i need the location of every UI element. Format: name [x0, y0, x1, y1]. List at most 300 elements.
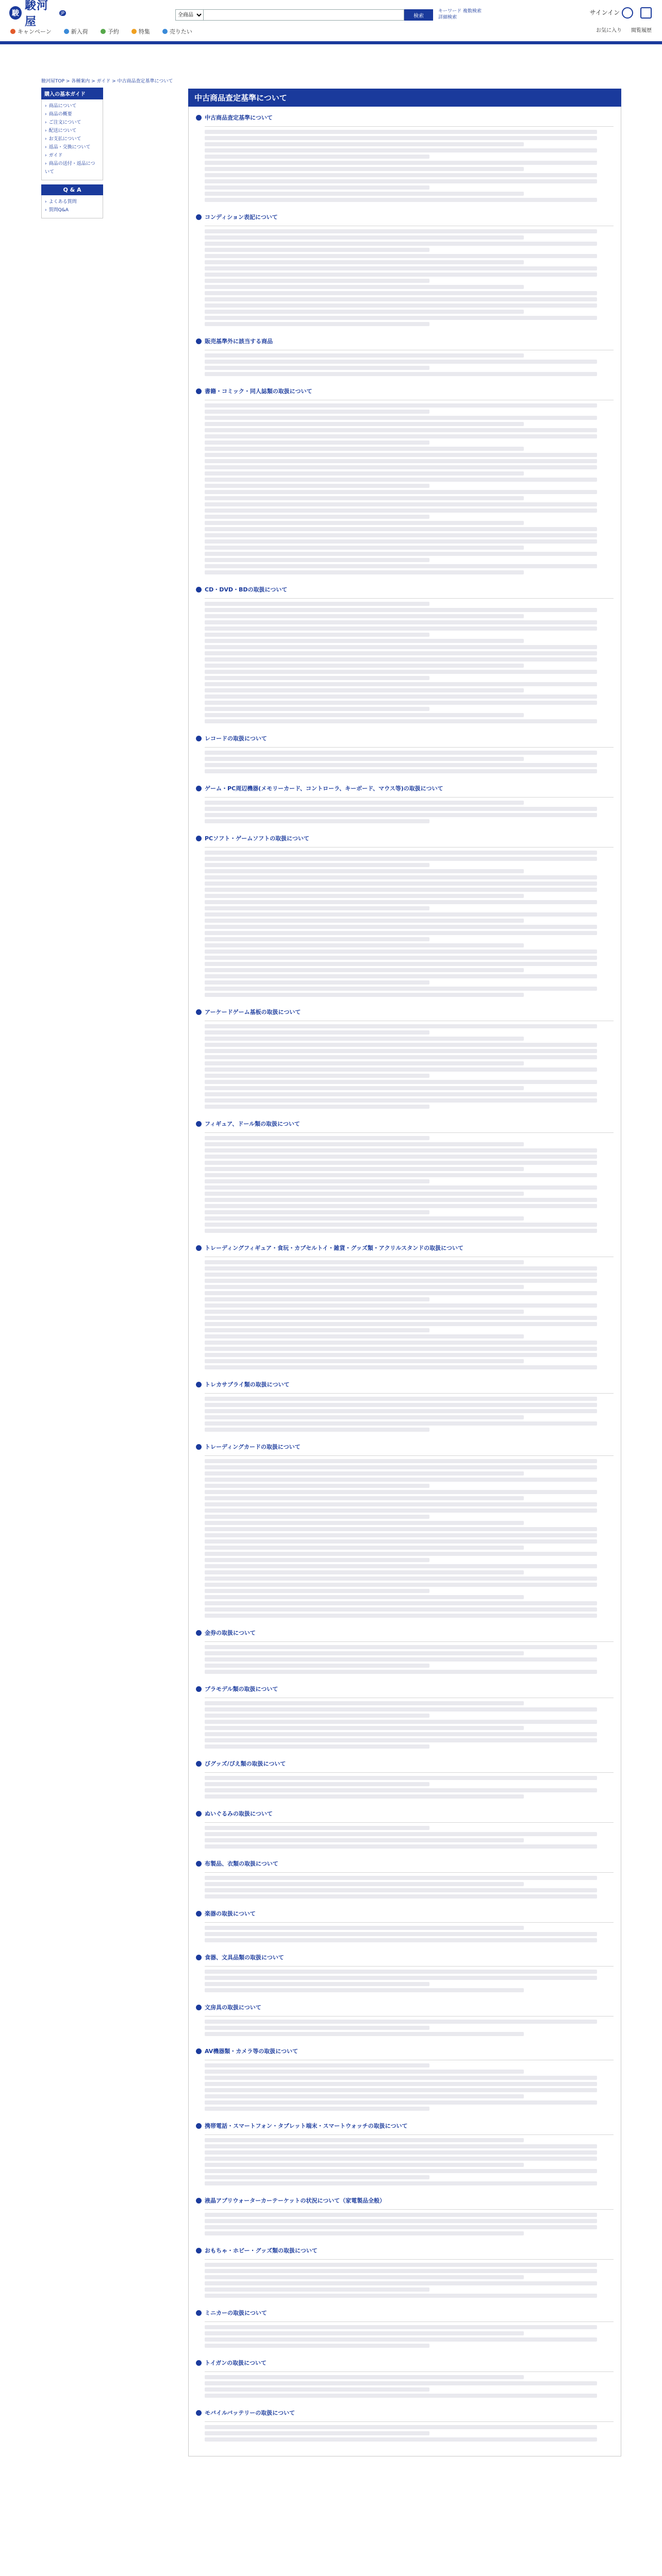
section-title-label: レコードの取扱について: [205, 735, 267, 742]
text-line: [205, 1502, 597, 1506]
text-line: [205, 416, 597, 420]
text-line: [205, 763, 597, 767]
text-line: [205, 273, 597, 277]
section-divider: [205, 1822, 614, 1823]
section-divider: [205, 1872, 614, 1873]
text-line: [205, 1067, 597, 1072]
text-line: [205, 372, 597, 376]
text-line: [205, 198, 597, 202]
section-title: [196, 2120, 614, 2131]
section-body: [196, 1397, 614, 1432]
text-line: [205, 1074, 429, 1078]
section-title-label: 携帯電話・スマートフォン・タブレット端末・スマートウォッチの取扱について: [205, 2123, 408, 2129]
section-title-label: アーケードゲーム基板の取扱について: [205, 1009, 301, 1015]
text-line: [205, 1161, 597, 1165]
content-section: [196, 1379, 614, 1432]
text-line: [205, 254, 597, 258]
content-section: [196, 1758, 614, 1799]
section-body: [196, 1776, 614, 1799]
nav-label: キャンペーン: [18, 28, 52, 35]
nav-label: 新入荷: [71, 28, 88, 35]
text-line: [205, 1465, 597, 1469]
text-line: [205, 1266, 597, 1270]
sidebar-item[interactable]: › ご注文について: [45, 118, 100, 127]
text-line: [205, 614, 524, 618]
feature-icon: [131, 29, 137, 34]
text-line: [205, 1794, 524, 1799]
section-title-label: プラモデル類の取扱について: [205, 1686, 278, 1692]
text-line: [205, 1030, 429, 1035]
section-divider: [205, 1966, 614, 1967]
text-line: [205, 2281, 597, 2285]
content-section: [196, 335, 614, 376]
section-title: [196, 1006, 614, 1018]
text-line: [205, 962, 597, 966]
section-body: [196, 353, 614, 376]
text-line: [205, 1882, 524, 1886]
text-line: [205, 1049, 597, 1053]
sidebar-item[interactable]: › 返品・交換について: [45, 143, 100, 151]
text-line: [205, 533, 597, 537]
section-body: [196, 2375, 614, 2398]
text-line: [205, 931, 597, 935]
section-divider: [205, 2259, 614, 2260]
text-line: [205, 620, 597, 624]
section-title-label: 金券の取扱について: [205, 1630, 256, 1636]
text-line: [205, 1601, 597, 1605]
text-line: [205, 1838, 524, 1842]
text-line: [205, 1527, 597, 1531]
main-content: [188, 89, 621, 2456]
text-line: [205, 1988, 524, 1992]
content-section: [196, 584, 614, 723]
section-title: [196, 2245, 614, 2256]
text-line: [205, 490, 597, 494]
section-bullet-icon: [196, 1444, 202, 1450]
section-bullet-icon: [196, 2310, 202, 2316]
site-logo[interactable]: [9, 0, 66, 28]
text-line: [205, 2387, 429, 2392]
section-title-label: PCソフト・ゲームソフトの取扱について: [205, 835, 309, 842]
text-line: [205, 167, 524, 171]
reserve-icon: [101, 29, 106, 34]
section-title: [196, 1379, 614, 1390]
section-bullet-icon: [196, 587, 202, 592]
section-title: [196, 584, 614, 595]
section-title-label: トイガンの取扱について: [205, 2360, 267, 2366]
text-line: [205, 1403, 597, 1407]
section-body: [196, 2138, 614, 2185]
section-body: [196, 1826, 614, 1849]
text-line: [205, 1577, 597, 1581]
text-line: [205, 502, 597, 506]
section-title: [196, 1952, 614, 1963]
section-bullet-icon: [196, 1245, 202, 1251]
content-section: [196, 1627, 614, 1674]
section-divider: [205, 747, 614, 748]
section-title: [196, 833, 614, 844]
text-line: [205, 707, 429, 711]
logo-badge: JP: [59, 10, 66, 16]
text-line: [205, 1607, 597, 1612]
section-title-label: ゲーム・PC周辺機器(メモリーカード、コントローラ、キーボード、マウス等)の取扱について: [205, 785, 443, 792]
text-line: [205, 2100, 597, 2105]
section-bullet-icon: [196, 338, 202, 344]
text-line: [205, 1570, 524, 1574]
content-section: [196, 2407, 614, 2442]
text-line: [205, 1832, 597, 1836]
section-body: [196, 229, 614, 326]
nav-item-campaign[interactable]: [10, 26, 52, 37]
text-line: [205, 1614, 597, 1618]
text-line: [205, 1179, 429, 1183]
section-title-label: 食器、文具品類の取扱について: [205, 1954, 284, 1961]
sidebar-item[interactable]: › お支払について: [45, 135, 100, 143]
content-section: [196, 1858, 614, 1899]
section-title-label: びグッズ/ぴえ類の取扱について: [205, 1760, 286, 1767]
text-line: [205, 303, 597, 308]
section-divider: [205, 1132, 614, 1133]
text-line: [205, 807, 597, 811]
content-section: [196, 1006, 614, 1109]
history-link[interactable]: 閲覧履歴: [631, 28, 652, 33]
section-title-label: AV機器類・カメラ等の取扱について: [205, 2048, 299, 2055]
section-body: [196, 1926, 614, 1942]
section-bullet-icon: [196, 836, 202, 841]
text-line: [205, 2375, 524, 2379]
section-body: [196, 2063, 614, 2111]
text-line: [205, 297, 597, 301]
text-line: [205, 552, 597, 556]
text-line: [205, 496, 524, 500]
text-line: [205, 130, 597, 134]
text-line: [205, 148, 597, 152]
text-line: [205, 2020, 597, 2024]
text-line: [205, 2425, 597, 2429]
text-line: [205, 2094, 524, 2098]
text-line: [205, 1509, 597, 1513]
text-line: [205, 1539, 597, 1544]
section-divider: [205, 126, 614, 127]
text-line: [205, 353, 524, 358]
text-line: [205, 2294, 597, 2298]
section-title: [196, 1908, 614, 1919]
section-title-label: 中古商品査定基準について: [205, 114, 273, 121]
text-line: [205, 2107, 429, 2111]
multi-search-link[interactable]: キーワード 複数検索: [438, 9, 482, 14]
text-line: [205, 1651, 524, 1655]
text-line: [205, 453, 597, 457]
text-line: [205, 471, 524, 476]
text-line: [205, 2138, 524, 2142]
content-section: [196, 2045, 614, 2111]
section-bullet-icon: [196, 2123, 202, 2129]
text-line: [205, 980, 429, 985]
sidebar-item[interactable]: › 商品について: [45, 102, 100, 110]
qa-item[interactable]: › 質問Q&A: [45, 206, 100, 214]
text-line: [205, 1210, 429, 1214]
sidebar-item[interactable]: › ガイド: [45, 151, 100, 160]
section-divider: [205, 2209, 614, 2210]
text-line: [205, 1142, 524, 1146]
section-title: [196, 1858, 614, 1869]
search-button[interactable]: 検索: [404, 9, 433, 21]
text-line: [205, 1788, 597, 1792]
content-section: [196, 1441, 614, 1618]
section-bullet-icon: [196, 1955, 202, 1960]
text-line: [205, 1533, 597, 1537]
text-line: [205, 2076, 597, 2080]
text-line: [205, 1670, 597, 1674]
text-line: [205, 136, 597, 140]
text-line: [205, 2325, 597, 2329]
text-line: [205, 229, 597, 233]
text-line: [205, 248, 429, 252]
section-divider: [205, 1641, 614, 1642]
text-line: [205, 2032, 524, 2036]
text-line: [205, 956, 597, 960]
section-title-label: フィギュア、ドール類の取扱について: [205, 1121, 300, 1127]
section-divider: [205, 847, 614, 848]
section-body: [196, 851, 614, 997]
section-body: [196, 2020, 614, 2036]
text-line: [205, 1273, 597, 1277]
text-line: [205, 1341, 597, 1345]
section-title-label: ミニカーの取扱について: [205, 2310, 267, 2316]
text-line: [205, 1521, 524, 1525]
section-title: [196, 1808, 614, 1819]
nav-label: 売りたい: [169, 28, 192, 35]
content-section: [196, 2195, 614, 2235]
text-line: [205, 1664, 429, 1668]
text-line: [205, 447, 524, 451]
text-line: [205, 1310, 524, 1314]
section-body: [196, 2325, 614, 2348]
text-line: [205, 757, 524, 761]
text-line: [205, 1478, 597, 1482]
text-line: [205, 1744, 429, 1749]
section-title-label: 楽器の取扱について: [205, 1910, 256, 1917]
section-title-label: ぬいぐるみの取扱について: [205, 1810, 273, 1817]
text-line: [205, 235, 524, 240]
text-line: [205, 894, 524, 898]
section-title-label: 液晶アプリウォーターカーテーケットの状況について（家電製品全般）: [205, 2197, 386, 2204]
section-bullet-icon: [196, 2005, 202, 2010]
text-line: [205, 484, 429, 488]
text-line: [205, 1496, 524, 1500]
section-bullet-icon: [196, 1811, 202, 1817]
text-line: [205, 360, 597, 364]
text-line: [205, 1037, 524, 1041]
content-section: [196, 112, 614, 202]
text-line: [205, 900, 597, 904]
text-line: [205, 173, 597, 177]
section-title: [196, 2195, 614, 2206]
text-line: [205, 521, 524, 525]
text-line: [205, 1297, 429, 1301]
content-section: [196, 2120, 614, 2185]
qa-title: Q & A: [41, 184, 103, 195]
breadcrumb[interactable]: 駿河屋TOP > 各種案内 > ガイド > 中古商品査定基準について: [41, 79, 173, 84]
section-bullet-icon: [196, 1686, 202, 1692]
content-section: [196, 1242, 614, 1369]
section-title: [196, 1242, 614, 1253]
section-title-label: 布製品、衣類の取扱について: [205, 1860, 278, 1867]
section-title: [196, 112, 614, 123]
text-line: [205, 1876, 597, 1880]
text-line: [205, 155, 429, 159]
section-divider: [205, 598, 614, 599]
text-line: [205, 1558, 429, 1562]
text-line: [205, 1938, 597, 1942]
text-line: [205, 1595, 524, 1599]
text-line: [205, 602, 429, 606]
text-line: [205, 857, 597, 861]
section-body: [196, 2425, 614, 2442]
section-bullet-icon: [196, 115, 202, 121]
text-line: [205, 285, 524, 289]
text-line: [205, 1397, 597, 1401]
sidebar: [41, 88, 103, 218]
text-line: [205, 664, 524, 668]
text-line: [205, 2275, 524, 2279]
section-bullet-icon: [196, 1861, 202, 1867]
section-title-label: 文房具の取扱について: [205, 2004, 261, 2011]
text-line: [205, 694, 597, 699]
sidebar-title: 購入の基本ガイド: [41, 88, 103, 99]
signin-link[interactable]: [590, 7, 633, 19]
text-line: [205, 1291, 597, 1295]
text-line: [205, 2337, 597, 2342]
text-line: [205, 558, 429, 562]
section-divider: [205, 2134, 614, 2135]
text-line: [205, 1409, 597, 1413]
section-bullet-icon: [196, 2198, 202, 2204]
sidebar-item[interactable]: › 商品の概要: [45, 110, 100, 118]
text-line: [205, 1185, 597, 1190]
section-bullet-icon: [196, 736, 202, 741]
text-line: [205, 2163, 524, 2167]
text-line: [205, 906, 429, 910]
text-line: [205, 2063, 429, 2067]
text-line: [205, 1894, 597, 1899]
nav-item-reserve[interactable]: [101, 26, 119, 37]
section-body: [196, 1970, 614, 1992]
section-title: [196, 2045, 614, 2057]
nav-item-new[interactable]: [64, 26, 88, 37]
text-line: [205, 769, 597, 773]
sidebar-item[interactable]: › 配送について: [45, 127, 100, 135]
text-line: [205, 1826, 429, 1830]
text-line: [205, 1926, 524, 1930]
text-line: [205, 882, 597, 886]
text-line: [205, 2144, 597, 2148]
text-line: [205, 185, 429, 190]
section-body: [196, 130, 614, 202]
text-line: [205, 260, 524, 264]
text-line: [205, 179, 597, 183]
section-bullet-icon: [196, 2410, 202, 2416]
text-line: [205, 1092, 597, 1096]
section-title-label: モバイルバッテリーの取扱について: [205, 2410, 295, 2416]
text-line: [205, 1055, 597, 1059]
text-line: [205, 2344, 429, 2348]
content-section: [196, 1952, 614, 1992]
text-line: [205, 1334, 524, 1338]
text-line: [205, 1645, 597, 1649]
text-line: [205, 1322, 597, 1326]
text-line: [205, 1701, 524, 1705]
text-line: [205, 1098, 597, 1103]
section-title: [196, 1441, 614, 1452]
text-line: [205, 676, 429, 680]
search-input[interactable]: [203, 9, 404, 21]
search-category-select[interactable]: [175, 9, 203, 21]
nav-item-feature[interactable]: [131, 26, 150, 37]
text-line: [205, 1564, 597, 1568]
section-divider: [205, 1455, 614, 1456]
signin-label: サインイン: [589, 9, 620, 16]
text-line: [205, 1260, 524, 1264]
section-body: [196, 1024, 614, 1109]
section-title: [196, 1118, 614, 1129]
header-links: [590, 7, 652, 19]
sell-icon: [162, 29, 168, 34]
section-body: [196, 2213, 614, 2235]
text-line: [205, 1155, 597, 1159]
detail-search-link[interactable]: 詳細検索: [438, 15, 457, 20]
text-line: [205, 2263, 597, 2267]
favorites-link[interactable]: お気に入り: [596, 28, 622, 33]
text-line: [205, 875, 597, 879]
text-line: [205, 719, 597, 723]
section-bullet-icon: [196, 1911, 202, 1917]
section-divider: [205, 1772, 614, 1773]
text-line: [205, 291, 597, 295]
text-line: [205, 2157, 597, 2161]
text-line: [205, 813, 597, 817]
text-line: [205, 1515, 429, 1519]
page-title: 中古商品査定基準について: [188, 89, 621, 107]
text-line: [205, 1136, 429, 1140]
logo-mark-icon: 駿: [9, 6, 22, 20]
content-section: [196, 211, 614, 326]
text-line: [205, 1976, 597, 1980]
text-line: [205, 2269, 597, 2273]
qa-item[interactable]: › よくある質問: [45, 198, 100, 206]
text-line: [205, 1428, 429, 1432]
text-line: [205, 410, 429, 414]
text-line: [205, 2026, 429, 2030]
cart-link[interactable]: [640, 7, 652, 19]
section-body: [196, 403, 614, 574]
text-line: [205, 1459, 597, 1463]
nav-item-sell[interactable]: [162, 26, 192, 37]
section-bullet-icon: [196, 1382, 202, 1387]
text-line: [205, 819, 429, 823]
section-bullet-icon: [196, 2360, 202, 2366]
section-title: [196, 1683, 614, 1694]
text-line: [205, 403, 597, 408]
text-line: [205, 1365, 597, 1369]
text-line: [205, 2225, 597, 2229]
sidebar-item[interactable]: › 商品の送付・返品について: [45, 160, 100, 176]
text-line: [205, 1080, 597, 1084]
content-section: [196, 733, 614, 773]
text-line: [205, 1714, 429, 1718]
main-nav: [0, 26, 662, 37]
text-line: [205, 651, 597, 655]
